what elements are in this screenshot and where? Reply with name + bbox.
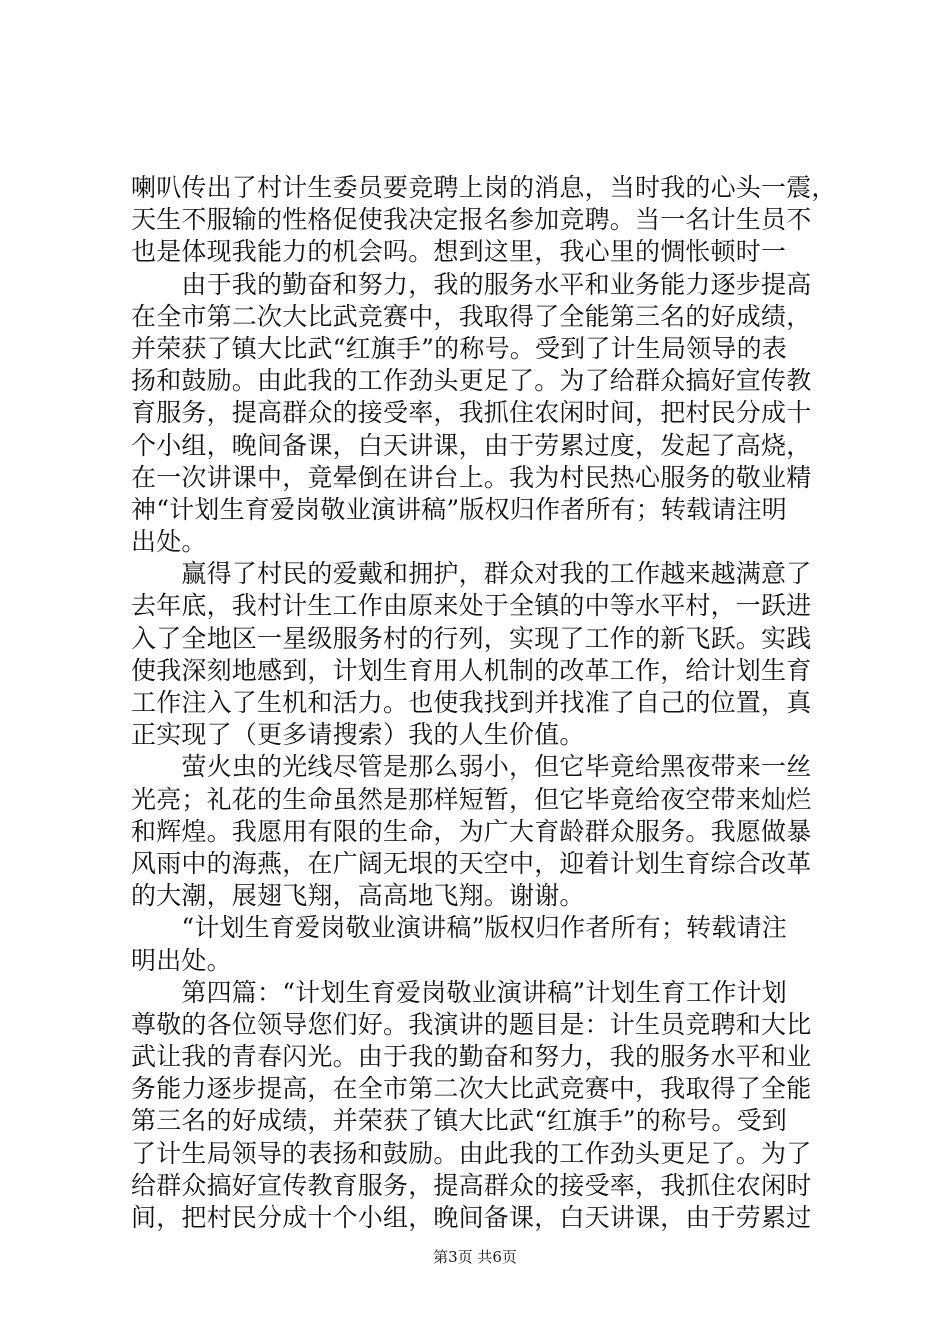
text-line: 务能力逐步提高，在全市第二次大比武竞赛中，我取得了全能 xyxy=(131,1074,812,1104)
text-line: 使我深刻地感到，计划生育用人机制的改革工作，给计划生育 xyxy=(131,655,812,685)
text-line: 间，把村民分成十个小组，晚间备课，白天讲课，由于劳累过 xyxy=(131,1203,812,1232)
text-line: 了计生局领导的表扬和鼓励。由此我的工作劲头更足了。为了 xyxy=(131,1138,812,1168)
text-line: 光亮；礼花的生命虽然是那样短暂，但它毕竟给夜空带来灿烂 xyxy=(131,784,812,814)
text-line: 神“计划生育爱岗敬业演讲稿”版权归作者所有；转载请注明 xyxy=(131,494,787,524)
text-line: 在一次讲课中，竟晕倒在讲台上。我为村民热心服务的敬业精 xyxy=(131,462,812,492)
text-line: 育服务，提高群众的接受率，我抓住农闲时间，把村民分成十 xyxy=(131,398,812,428)
page-number: 第3页 共6页 xyxy=(433,1248,517,1266)
text-line: 天生不服输的性格促使我决定报名参加竞聘。当一名计生员不 xyxy=(131,205,812,235)
text-line: 也是体现我能力的机会吗。想到这里，我心里的惆怅顿时一 xyxy=(131,237,787,267)
text-line: 由于我的勤奋和努力，我的服务水平和业务能力逐步提高 xyxy=(131,269,812,299)
text-line: 给群众搞好宣传教育服务，提高群众的接受率，我抓住农闲时 xyxy=(131,1170,812,1200)
text-line: 明出处。 xyxy=(131,945,232,975)
text-line: 个小组，晚间备课，白天讲课，由于劳累过度，发起了高烧， xyxy=(131,430,812,460)
text-line: 武让我的青春闪光。由于我的勤奋和努力，我的服务水平和业 xyxy=(131,1042,812,1072)
text-line: 第三名的好成绩，并荣获了镇大比武“红旗手”的称号。受到 xyxy=(131,1106,787,1136)
text-line: 工作注入了生机和活力。也使我找到并找准了自己的位置，真 xyxy=(131,688,812,717)
page-footer xyxy=(0,1246,950,1267)
text-line: 去年底，我村计生工作由原来处于全镇的中等水平村，一跃进 xyxy=(131,591,812,621)
text-line: 入了全地区一星级服务村的行列，实现了工作的新飞跃。实践 xyxy=(131,623,812,653)
text-line: 扬和鼓励。由此我的工作劲头更足了。为了给群众搞好宣传教 xyxy=(131,366,812,396)
text-line: 风雨中的海燕，在广阔无垠的天空中，迎着计划生育综合改革 xyxy=(131,848,812,878)
text-line: 和辉煌。我愿用有限的生命，为广大育龄群众服务。我愿做暴 xyxy=(131,816,812,846)
text-line: 出处。 xyxy=(131,527,207,557)
text-line: 第四篇：“计划生育爱岗敬业演讲稿”计划生育工作计划 xyxy=(131,977,787,1007)
text-line: “计划生育爱岗敬业演讲稿”版权归作者所有；转载请注 xyxy=(131,913,787,943)
text-line: 喇叭传出了村计生委员要竞聘上岗的消息，当时我的心头一震， xyxy=(131,173,837,202)
text-line: 萤火虫的光线尽管是那么弱小，但它毕竟给黑夜带来一丝 xyxy=(131,752,812,782)
text-line: 尊敬的各位领导您们好。我演讲的题目是：计生员竞聘和大比 xyxy=(131,1009,812,1039)
text-line: 正实现了（更多请搜索）我的人生价值。 xyxy=(131,720,585,750)
text-line: 并荣获了镇大比武“红旗手”的称号。受到了计生局领导的表 xyxy=(131,333,787,363)
text-line: 的大潮，展翅飞翔，高高地飞翔。谢谢。 xyxy=(131,881,585,911)
text-line: 在全市第二次大比武竞赛中，我取得了全能第三名的好成绩， xyxy=(131,301,812,331)
body-text xyxy=(131,172,843,1234)
text-line: 赢得了村民的爱戴和拥护，群众对我的工作越来越满意了 xyxy=(131,559,812,589)
